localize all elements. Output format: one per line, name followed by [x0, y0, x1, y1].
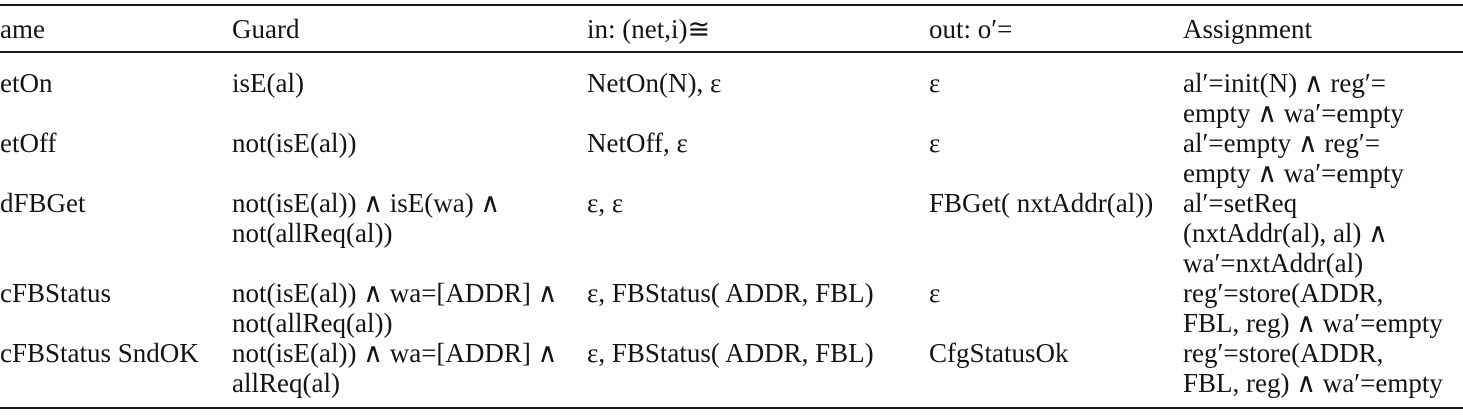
- cell-line: wa′=nxtAddr(al): [1183, 248, 1364, 278]
- cell-assignment: [1183, 338, 1463, 398]
- header-out: out: o′=: [929, 14, 1013, 44]
- cell-line: ε, FBStatus( ADDR, FBL): [587, 338, 874, 368]
- cell-in: [587, 44, 929, 128]
- table-row: [0, 128, 1463, 188]
- cell-line: cFBStatus SndOK: [0, 338, 199, 368]
- cell-line: not(isE(al)) ∧ wa=[ADDR] ∧: [232, 338, 558, 368]
- top-rule: [0, 4, 1463, 6]
- cell-name: [0, 188, 232, 278]
- cell-line: al′=init(N) ∧ reg′=: [1183, 68, 1386, 98]
- header-assignment: Assignment: [1183, 14, 1313, 44]
- cell-out: [929, 188, 1183, 278]
- cell-line: FBL, reg) ∧ wa′=empty: [1183, 308, 1443, 338]
- cell-guard: [232, 188, 587, 278]
- cell-name: [0, 44, 232, 128]
- cell-guard: [232, 278, 587, 338]
- cell-out: [929, 338, 1183, 398]
- cell-line: ε, ε: [587, 188, 624, 218]
- cell-in: [587, 188, 929, 278]
- cell-line: isE(al): [232, 68, 304, 98]
- cell-line: reg′=store(ADDR,: [1183, 338, 1384, 368]
- cell-line: not(isE(al)) ∧ isE(wa) ∧: [232, 188, 501, 218]
- header-row: [0, 14, 1463, 44]
- cell-line: reg′=store(ADDR,: [1183, 278, 1384, 308]
- cell-line: empty ∧ wa′=empty: [1183, 158, 1404, 188]
- cell-line: etOn: [0, 68, 53, 98]
- cell-line: empty ∧ wa′=empty: [1183, 98, 1404, 128]
- cell-out: [929, 44, 1183, 128]
- cell-line: ε: [929, 278, 941, 308]
- cell-line: FBGet( nxtAddr(al)): [929, 188, 1154, 218]
- cell-line: not(allReq(al)): [232, 218, 393, 248]
- cell-guard: [232, 338, 587, 398]
- cell-in: [587, 338, 929, 398]
- cell-out: [929, 278, 1183, 338]
- cell-line: ε: [929, 128, 941, 158]
- cell-in: [587, 128, 929, 188]
- cell-line: cFBStatus: [0, 278, 112, 308]
- cell-line: not(isE(al)): [232, 128, 357, 158]
- cell-line: CfgStatusOk: [929, 338, 1069, 368]
- table-row: [0, 44, 1463, 128]
- cell-name: [0, 278, 232, 338]
- cell-line: (nxtAddr(al), al) ∧: [1183, 218, 1388, 248]
- cell-guard: [232, 44, 587, 128]
- table-row: [0, 188, 1463, 278]
- cell-line: ε, FBStatus( ADDR, FBL): [587, 278, 874, 308]
- transition-table: [0, 14, 1463, 398]
- table-row: [0, 338, 1463, 398]
- cell-line: al′=empty ∧ reg′=: [1183, 128, 1380, 158]
- cell-line: not(isE(al)) ∧ wa=[ADDR] ∧: [232, 278, 558, 308]
- cell-line: etOff: [0, 128, 57, 158]
- cell-guard: [232, 128, 587, 188]
- cell-line: not(allReq(al)): [232, 308, 393, 338]
- cell-name: [0, 338, 232, 398]
- cell-line: dFBGet: [0, 188, 86, 218]
- cell-line: NetOff, ε: [587, 128, 688, 158]
- cell-assignment: [1183, 188, 1463, 278]
- cell-line: ε: [929, 68, 941, 98]
- cell-out: [929, 128, 1183, 188]
- cell-in: [587, 278, 929, 338]
- bottom-rule: [0, 407, 1463, 409]
- cell-assignment: [1183, 278, 1463, 338]
- header-name: ame: [0, 14, 45, 44]
- cell-assignment: [1183, 44, 1463, 128]
- cell-name: [0, 128, 232, 188]
- cell-assignment: [1183, 128, 1463, 188]
- cell-line: FBL, reg) ∧ wa′=empty: [1183, 368, 1443, 398]
- cell-line: allReq(al): [232, 368, 340, 398]
- cell-line: NetOn(N), ε: [587, 68, 722, 98]
- cell-line: al′=setReq: [1183, 188, 1298, 218]
- header-guard: Guard: [232, 14, 300, 44]
- header-in: in: (net,i)≅: [587, 14, 711, 44]
- table-row: [0, 278, 1463, 338]
